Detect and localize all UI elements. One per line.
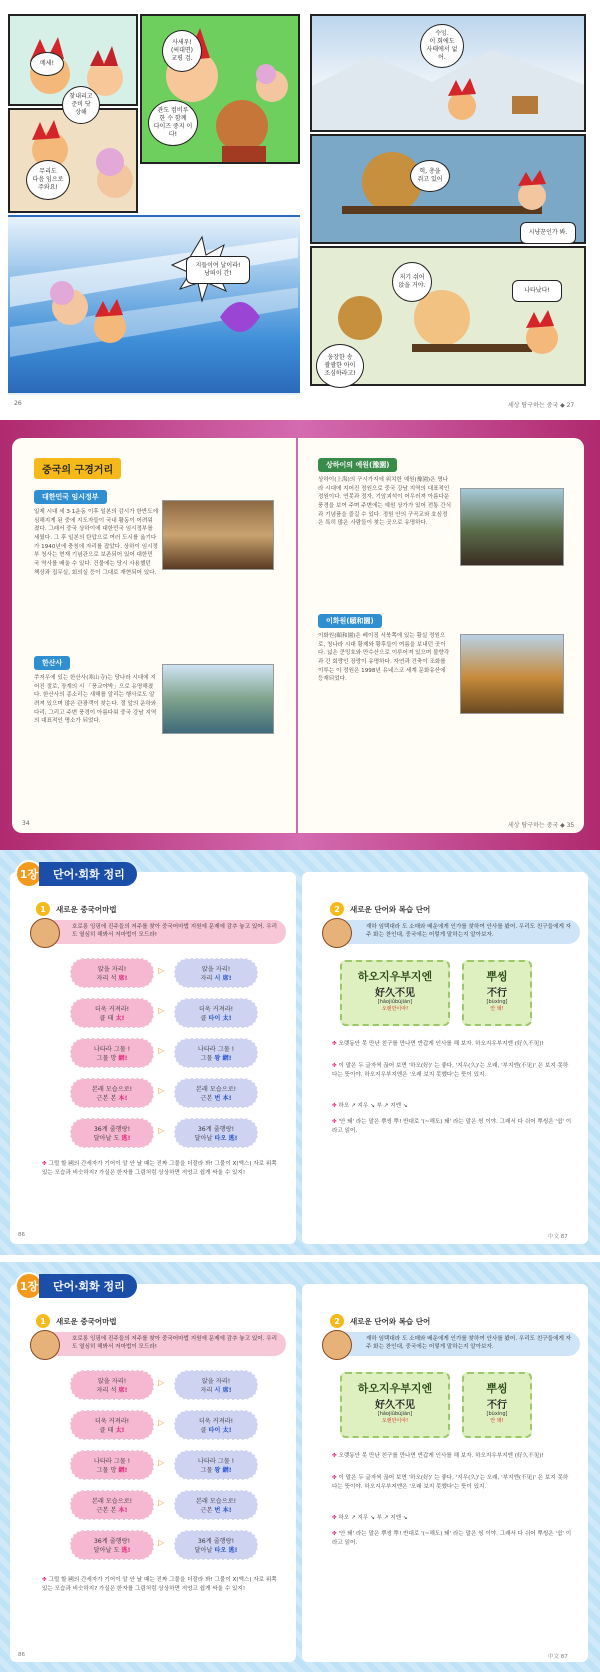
- cloud-card: [174, 1118, 258, 1148]
- instruction-box: 재하 임택대라 도 소매와 배운에게 인가를 찾하여 안사를 봤어. 우리도 친구들에게 자주 화는 찬인대, 중국에는 어렇게 말하는지 알아보자.: [330, 1332, 580, 1356]
- arrow-icon: ▷: [158, 966, 165, 975]
- arrow-icon: ▷: [158, 1086, 165, 1095]
- note: [332, 1102, 572, 1111]
- speech-bubble: 무리도 다음 임으로 주와요!: [26, 160, 70, 200]
- note-text: 이 말은 두 글자씩 끊어 보면 '하오(好)' 는 좋다, '지우(久)'는 오래, '부지엔(不见)' 은 보지 못하다는 뜻이야. 하오지우부지엔은 '오래 보지 못했다'는 뜻이 있지.: [332, 1475, 569, 1490]
- word-meaning: 안 돼!: [490, 1418, 504, 1424]
- card-bottom: 그물: [200, 1055, 215, 1062]
- culture-spread: [0, 420, 600, 850]
- comic-panel: [8, 108, 138, 213]
- comic-art: [10, 110, 138, 213]
- card-top: 앉을 자리!: [97, 966, 127, 973]
- note-text: 하오 ↗ 지우 ↘ 부 ↗ 지엔 ↘: [338, 1103, 408, 1109]
- subheading: 한산사: [34, 656, 70, 670]
- star-icon: ✤: [332, 1453, 339, 1459]
- word-card: [340, 960, 450, 1026]
- speech-bubble: 수잉. 이 회에도 사태에서 없어.: [420, 24, 464, 68]
- cloud-card: [70, 1118, 154, 1148]
- section-number-icon: 2: [330, 1314, 344, 1328]
- page-number: 86: [18, 1232, 25, 1238]
- card-key: 시 席!: [214, 975, 232, 982]
- arrow-icon: ▷: [158, 1538, 165, 1547]
- section-title: 새로운 단어와 복습 단어: [350, 904, 431, 914]
- note-text: 그럴 할 國의 간세자가 기어이 알 안 날 때는 진짜 그물을 더잘라 봐! 그물이 X(엑스) 자로 위쪽 있는 모습과 비슷하지? 가실은 한자를 그림처럼 상상하면 저엉고 쉽게 싸울 수 있지!: [42, 1161, 277, 1176]
- arrow-icon: ▷: [158, 1046, 165, 1055]
- section-number-icon: 2: [330, 902, 344, 916]
- word-korean: 하오지우부지엔: [357, 970, 433, 983]
- paragraph: 이화원(頤和園)은 베이징 서북쪽에 있는 황실 정원으로, 청나라 시대 황제와 황후들이 여름을 보내던 곳이다. 넓은 쿤밍호와 만수산으로 이루어져 있으며 불향각과 긴 회랑인 장랑이 유명하다. 자연과 건축이 조화를 이루는 이 정원은 1998년 유네스코 세계 문화유산에 등재되었다.: [318, 633, 450, 683]
- comic-panel: [8, 215, 300, 395]
- word-card: [462, 960, 532, 1026]
- note: [332, 1452, 572, 1461]
- subheading: 상하이의 예원(豫園): [318, 458, 397, 472]
- cloud-card: [70, 1078, 154, 1108]
- card-key: 網!: [118, 1055, 128, 1062]
- card-key: 시 席!: [214, 1387, 232, 1394]
- star-icon: ✤: [332, 1063, 339, 1069]
- paragraph: 일제 시대 세 3·1운동 이후 일본의 감시가 한반도에 심해지게 된 중에 지도자들이 국내 활동이 어려워졌다. 그래서 중국 상하이에 대한민국 임시정부를 세웠다. 그 후 일본의 탄압으로 여러 도시를 옮기다가 1940년에 충칭에 자리를 잡았다. 상하이 임시정부 청사는 현재 기념관으로 보존되어 있어 대한민국 역사를 배울 수 있다. 건물에는 당시 사용했던 책상과 집무실, 회의실 등이 그대로 재현되어 있다.: [34, 509, 159, 576]
- page-number: 中文 87: [548, 1654, 568, 1660]
- word-korean: 하오지우부지엔: [357, 1382, 433, 1395]
- card-bottom: 클 태: [99, 1427, 116, 1434]
- page-number: 中文 87: [548, 1234, 568, 1240]
- card-top: 앉을 자리!: [201, 1378, 231, 1385]
- card-bottom: 근본: [200, 1095, 215, 1102]
- card-bottom: 그물 망: [96, 1055, 119, 1062]
- subheading: 대한민국 임시정부: [34, 490, 107, 504]
- note: [332, 1118, 572, 1135]
- mascot-icon: [30, 1330, 60, 1360]
- cloud-card: [70, 958, 154, 988]
- arrow-icon: ▷: [158, 1126, 165, 1135]
- chapter-header: [15, 1272, 137, 1300]
- section-header: [36, 1314, 117, 1328]
- mascot-icon: [322, 1330, 352, 1360]
- chapter-number: 1장: [15, 1272, 43, 1300]
- card-bottom: 근본 본: [96, 1507, 119, 1514]
- card-bottom: 근본: [200, 1507, 215, 1514]
- cloud-card: [70, 1490, 154, 1520]
- cloud-card: [174, 1490, 258, 1520]
- word-hanzi: 好久不见: [375, 988, 415, 999]
- star-icon: ✤: [42, 1161, 49, 1167]
- star-icon: ✤: [332, 1119, 339, 1125]
- note-text: 오랫동안 못 만난 친구를 만나면 반갑게 인사를 해 보자. 하오지우부지엔 (好久不见)!: [338, 1453, 544, 1459]
- card-top: 36계 줄행랑!: [93, 1538, 131, 1545]
- cloud-card: [70, 1530, 154, 1560]
- left-page: [12, 438, 296, 833]
- star-icon: ✤: [332, 1475, 339, 1481]
- note: [332, 1530, 572, 1547]
- card-key: 번 本!: [214, 1507, 232, 1514]
- word-meaning: 오랜만이야!: [381, 1006, 409, 1012]
- cloud-card: [174, 1450, 258, 1480]
- photo: [460, 634, 564, 714]
- page-number: 26: [14, 400, 22, 407]
- photo: [162, 664, 274, 734]
- note-text: 오랫동안 못 만난 친구를 만나면 반갑게 인사를 해 보자. 하오지우부지엔 (好久不见)!: [338, 1041, 544, 1047]
- word-meaning: 안 돼!: [490, 1006, 504, 1012]
- word-meaning: 오랜만이야!: [381, 1418, 409, 1424]
- card-key: 번 本!: [214, 1095, 232, 1102]
- word-card: [462, 1372, 532, 1438]
- card-bottom: 자리: [200, 975, 215, 982]
- arrow-icon: ▷: [158, 1006, 165, 1015]
- cloud-card: [70, 998, 154, 1028]
- page-number: 86: [18, 1652, 25, 1658]
- note: [332, 1040, 572, 1049]
- section-1: [34, 484, 158, 577]
- cloud-card: [70, 1038, 154, 1068]
- section-title: 새로운 중국어마법: [56, 904, 117, 914]
- star-icon: ✤: [332, 1041, 339, 1047]
- note-text: 하오 ↗ 지우 ↘ 부 ↗ 지엔 ↘: [338, 1515, 408, 1521]
- word-pinyin: [hǎojiǔbújiàn]: [377, 999, 413, 1005]
- card-top: 36계 줄행랑!: [197, 1538, 235, 1545]
- cloud-card: [174, 998, 258, 1028]
- card-top: 나타라 그물 !: [93, 1458, 131, 1465]
- card-top: 더욱 커져라!: [94, 1006, 130, 1013]
- page-number: 세상 탐구하는 중국 ◆ 35: [508, 822, 575, 829]
- speech-bubble: 관도 컴비루 한 수 함께 다이즈 중지 이다!: [148, 100, 198, 146]
- card-key: 本!: [118, 1095, 128, 1102]
- card-key: 타이 太!: [208, 1015, 232, 1022]
- photo: [460, 488, 564, 566]
- word-pinyin: [hǎojiǔbújiàn]: [377, 1411, 413, 1417]
- instruction-box: 호로롱 잉핑에 진주들의 저주를 찾아 중국어마법 지원에 문제에 감추 놓고 있어. 우리도 열심히 해봐서 저마법이 모드라!: [36, 920, 286, 944]
- card-top: 앉을 자리!: [97, 1378, 127, 1385]
- word-pinyin: [bùxíng]: [486, 1411, 508, 1417]
- card-top: 앉을 자리!: [201, 966, 231, 973]
- speech-bubble: 사세우! (써대면) 교평 검.: [162, 30, 202, 72]
- card-bottom: 그물 망: [96, 1467, 119, 1474]
- cloud-card: [70, 1370, 154, 1400]
- card-bottom: 자리 석: [96, 975, 119, 982]
- section-title: 새로운 중국어마법: [56, 1316, 117, 1326]
- section-header: [330, 902, 430, 916]
- instruction-box: 재하 임택대라 도 소매와 배운에게 인가를 찾하여 안사를 봤어. 우리도 친구들에게 자주 화는 찬인대, 중국에는 어렇게 말하는지 알아보자.: [330, 920, 580, 944]
- cloud-card: [174, 1038, 258, 1068]
- card-top: 더욱 커져라!: [198, 1006, 234, 1013]
- note: [332, 1474, 572, 1491]
- card-key: 타오 逃!: [214, 1135, 238, 1142]
- word-card: [340, 1372, 450, 1438]
- card-bottom: 그물: [200, 1467, 215, 1474]
- speech-bubble: 나타났다!: [512, 280, 562, 302]
- paragraph: 쑤저우에 있는 한산사(寒山寺)는 당나라 시대에 지어진 절로, 장계의 시 「풍교야박」으로 유명해졌다. 한산사의 종소리는 새해를 알리는 행사로도 알려져 있으며 많은 관광객이 찾는다. 절 앞의 운하와 다리, 그리고 주변 풍경이 아름다워 중국 강남 지역의 대표적인 명소가 되었다.: [34, 675, 157, 725]
- study-spread: [0, 850, 600, 1255]
- card-top: 본래 모습으로!: [91, 1086, 133, 1093]
- section-4: [318, 608, 452, 684]
- arrow-icon: ▷: [158, 1378, 165, 1387]
- note-text: 이 말은 두 글자씩 끊어 보면 '하오(好)' 는 좋다, '지우(久)'는 오래, '부지엔(不见)' 은 보지 못하다는 뜻이야. 하오지우부지엔은 '오래 보지 못했다'는 뜻이 있지.: [332, 1063, 569, 1078]
- note: [332, 1062, 572, 1079]
- card-bottom: 달아날: [194, 1547, 215, 1554]
- card-key: 太!: [115, 1427, 125, 1434]
- card-key: 타이 太!: [208, 1427, 232, 1434]
- card-top: 본래 모습으로!: [195, 1498, 237, 1505]
- card-bottom: 클: [200, 1427, 209, 1434]
- cloud-card: [70, 1410, 154, 1440]
- card-top: 더욱 커져라!: [198, 1418, 234, 1425]
- paragraph: 상하이(上海)의 구시가지에 위치한 예원(豫園)은 명나라 시대에 지어진 정원으로 중국 강남 지역의 대표적인 정원이다. 연못과 정자, 기암괴석이 어우러져 아름다운 풍경을 보여 주며 주변에는 예원 상가가 있어 전통 간식과 기념품을 즐길 수 있다. 정원 안의 구곡교와 호심정은 특히 많은 사람들이 찾는 곳으로 유명하다.: [318, 477, 452, 527]
- speech-bubble: 헉, 총을 쥐고 있어: [410, 160, 450, 192]
- card-bottom: 근본 본: [96, 1095, 119, 1102]
- word-korean: 뿌씽: [486, 970, 508, 983]
- card-top: 나타라 그물 !: [197, 1458, 235, 1465]
- word-korean: 뿌씽: [486, 1382, 508, 1395]
- section-title: [34, 458, 121, 479]
- cloud-card: [174, 958, 258, 988]
- section-number-icon: 1: [36, 1314, 50, 1328]
- culture-title: 중국의 구경거리: [34, 458, 121, 479]
- word-pinyin: [bùxíng]: [486, 999, 508, 1005]
- page-number: 34: [22, 820, 30, 827]
- subheading: 이화원(頤和園): [318, 614, 382, 628]
- cloud-card: [174, 1370, 258, 1400]
- card-key: 席!: [118, 975, 128, 982]
- card-bottom: 달아날: [194, 1135, 215, 1142]
- comic-spread: [0, 0, 600, 420]
- note: [42, 1576, 282, 1593]
- mascot-icon: [322, 918, 352, 948]
- section-header: [36, 902, 117, 916]
- section-3: [318, 452, 452, 528]
- chapter-title: 단어·회화 정리: [39, 1274, 137, 1298]
- study-spread: [0, 1262, 600, 1672]
- instruction-box: 호로롱 잉핑에 진주들의 저주를 찾아 중국어마법 지원에 문제에 감추 놓고 있어. 우리도 열심히 해봐서 저마법이 모드라!: [36, 1332, 286, 1356]
- word-hanzi: 好久不见: [375, 1400, 415, 1411]
- star-icon: ✤: [332, 1103, 339, 1109]
- arrow-icon: ▷: [158, 1458, 165, 1467]
- card-key: 왕 網!: [214, 1055, 232, 1062]
- card-bottom: 클: [200, 1015, 209, 1022]
- card-bottom: 달아날 도: [93, 1135, 122, 1142]
- card-key: 網!: [118, 1467, 128, 1474]
- cloud-card: [174, 1410, 258, 1440]
- card-top: 36계 줄행랑!: [197, 1126, 235, 1133]
- note-text: 그럴 할 國의 간세자가 기어이 알 안 날 때는 진짜 그물을 더잘라 봐! 그물이 X(엑스) 자로 위쪽 있는 모습과 비슷하지? 가실은 한자를 그림처럼 상상하면 저엉고 쉽게 싸울 수 있지!: [42, 1577, 277, 1592]
- speech-bubble: 웅장한 송 괄괄한 아이 조심하라고!: [316, 344, 364, 388]
- cloud-card: [174, 1530, 258, 1560]
- right-page: [298, 438, 584, 833]
- card-key: 本!: [118, 1507, 128, 1514]
- cloud-card: [174, 1078, 258, 1108]
- speech-bubble: 메세!: [30, 52, 64, 76]
- star-icon: ✤: [332, 1531, 339, 1537]
- star-icon: ✤: [42, 1577, 49, 1583]
- note-text: '안 돼' 라는 말은 뿌씽 뿌! 반대로 '(~해도) 돼' 라는 말은 씽 이야. 그래서 다 쉬어 뿌씽은 '쉼' 이라고 읽어.: [332, 1119, 572, 1134]
- section-number-icon: 1: [36, 902, 50, 916]
- card-top: 36계 줄행랑!: [93, 1126, 131, 1133]
- speech-bubble: 지들이여 날이라! 낭떠이 간!: [186, 256, 250, 284]
- card-bottom: 클 태: [99, 1015, 116, 1022]
- chapter-header: [15, 860, 137, 888]
- note-text: '안 돼' 라는 말은 뿌씽 뿌! 반대로 '(~해도) 돼' 라는 말은 씽 이야. 그래서 다 쉬어 뿌씽은 '쉼' 이라고 읽어.: [332, 1531, 572, 1546]
- card-key: 왕 網!: [214, 1467, 232, 1474]
- photo: [162, 500, 274, 570]
- card-key: 太!: [115, 1015, 125, 1022]
- word-hanzi: 不行: [487, 988, 507, 999]
- section-2: [34, 650, 158, 726]
- comic-art: [10, 217, 300, 395]
- card-key: 逃!: [121, 1135, 131, 1142]
- card-key: 逃!: [121, 1547, 131, 1554]
- card-key: 席!: [118, 1387, 128, 1394]
- note: [332, 1514, 572, 1523]
- card-top: 본래 모습으로!: [195, 1086, 237, 1093]
- card-key: 타오 逃!: [214, 1547, 238, 1554]
- card-top: 더욱 커져라!: [94, 1418, 130, 1425]
- cloud-card: [70, 1450, 154, 1480]
- arrow-icon: ▷: [158, 1418, 165, 1427]
- card-top: 나타라 그물 !: [93, 1046, 131, 1053]
- chapter-number: 1장: [15, 860, 43, 888]
- card-bottom: 자리: [200, 1387, 215, 1394]
- card-top: 나타라 그물 !: [197, 1046, 235, 1053]
- speech-bubble: 찾내리고 준비 닷 상해: [62, 86, 100, 124]
- star-icon: ✤: [332, 1515, 339, 1521]
- speech-bubble: 저기 쉬어 앉을 거야.: [392, 262, 432, 302]
- card-bottom: 달아날 도: [93, 1547, 122, 1554]
- arrow-icon: ▷: [158, 1498, 165, 1507]
- mascot-icon: [30, 918, 60, 948]
- chapter-title: 단어·회화 정리: [39, 862, 137, 886]
- speech-bubble: 시냥꾼인가 봐.: [520, 222, 576, 244]
- card-top: 본래 모습으로!: [91, 1498, 133, 1505]
- card-bottom: 자리 석: [96, 1387, 119, 1394]
- page-number: 세상 탐구하는 중국 ◆ 27: [508, 402, 575, 409]
- note: [42, 1160, 282, 1177]
- section-title: 새로운 단어와 복습 단어: [350, 1316, 431, 1326]
- word-hanzi: 不行: [487, 1400, 507, 1411]
- section-header: [330, 1314, 430, 1328]
